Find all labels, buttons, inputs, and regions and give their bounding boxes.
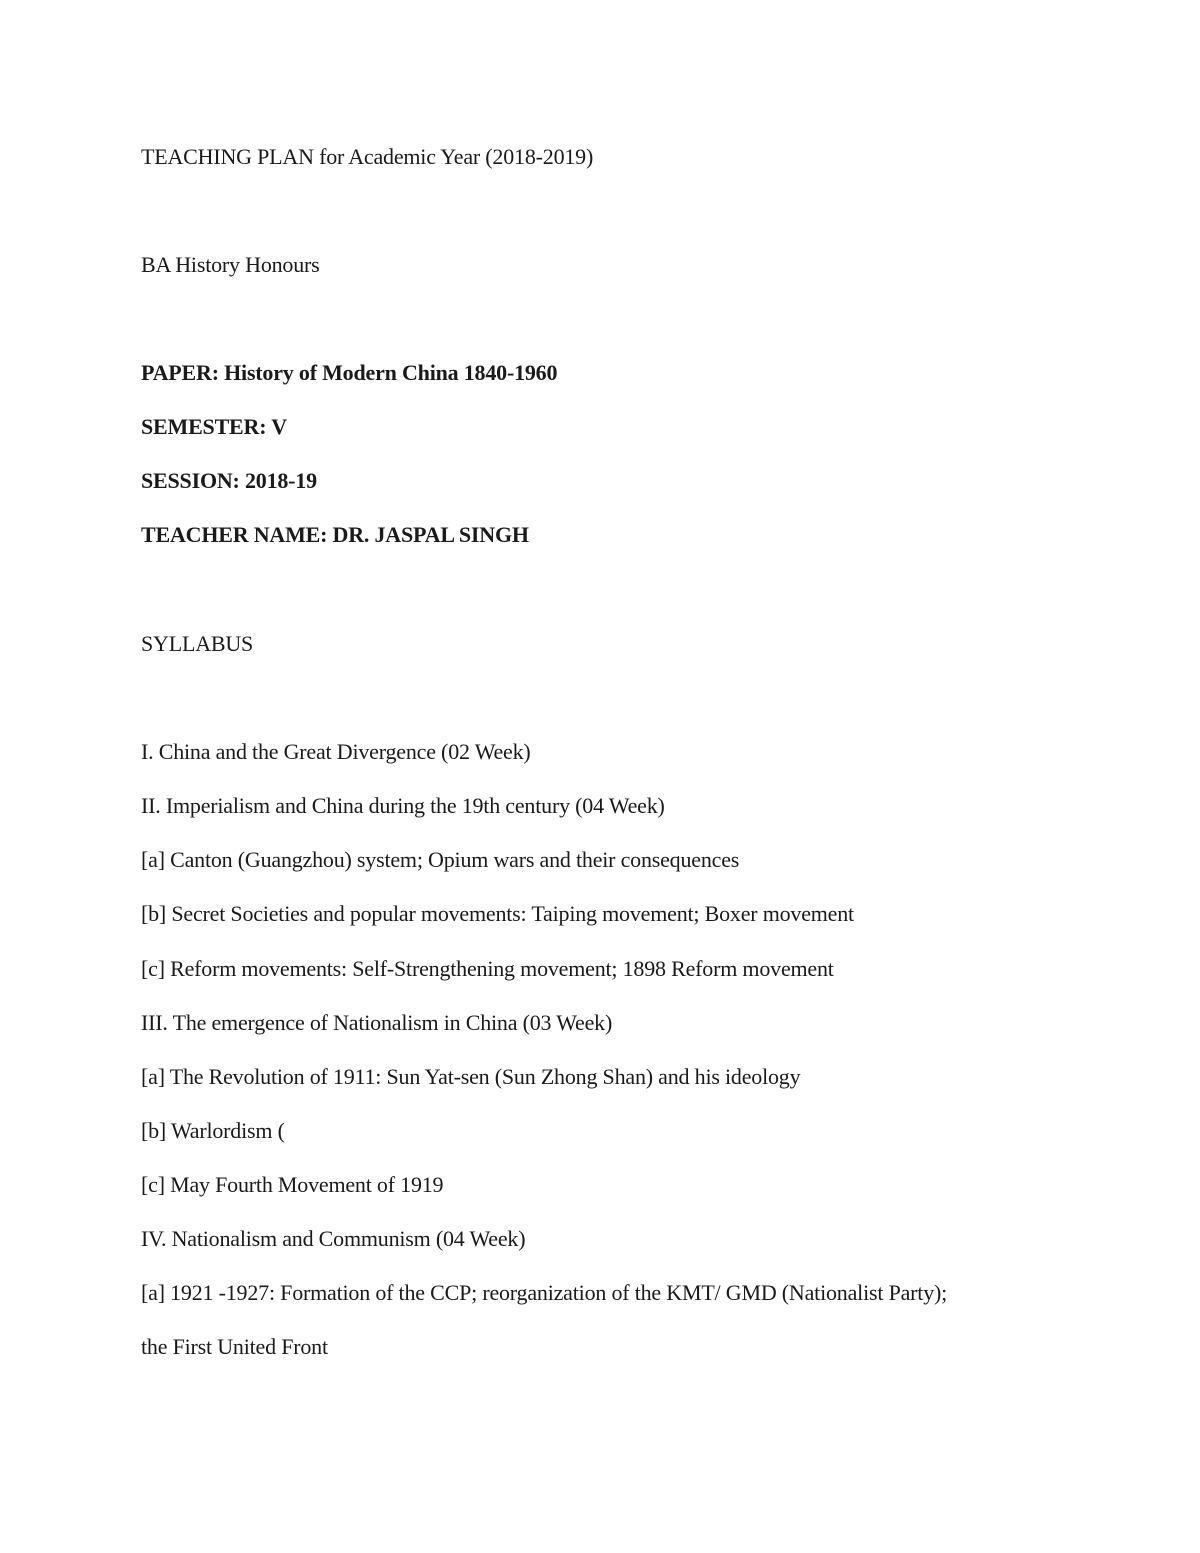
semester-line: SEMESTER: V — [141, 414, 287, 439]
syllabus-item-2b: [b] Secret Societies and popular movements: Taiping movement; Boxer movement — [141, 901, 854, 926]
syllabus-unit-3: III. The emergence of Nationalism in China (03 Week) — [141, 1010, 613, 1035]
program-name: BA History Honours — [141, 252, 320, 277]
syllabus-item-3a: [a] The Revolution of 1911: Sun Yat-sen (Sun Zhong Shan) and his ideology — [141, 1064, 801, 1089]
syllabus-item-3c: [c] May Fourth Movement of 1919 — [141, 1172, 444, 1197]
syllabus-item-2a: [a] Canton (Guangzhou) system; Opium wars and their consequences — [141, 847, 740, 872]
syllabus-unit-2: II. Imperialism and China during the 19th century (04 Week) — [141, 793, 665, 818]
document-title: TEACHING PLAN for Academic Year (2018-2019) — [141, 144, 594, 169]
paper-line: PAPER: History of Modern China 1840-1960 — [141, 360, 558, 385]
teacher-name-line: TEACHER NAME: DR. JASPAL SINGH — [141, 522, 529, 547]
syllabus-item-2c: [c] Reform movements: Self-Strengthening movement; 1898 Reform movement — [141, 956, 834, 981]
session-line: SESSION: 2018-19 — [141, 468, 317, 493]
syllabus-item-3b: [b] Warlordism ( — [141, 1118, 285, 1143]
syllabus-heading: SYLLABUS — [141, 631, 254, 656]
syllabus-unit-1: I. China and the Great Divergence (02 Week) — [141, 739, 531, 764]
syllabus-item-4a-continued: the First United Front — [141, 1334, 328, 1359]
syllabus-unit-4: IV. Nationalism and Communism (04 Week) — [141, 1226, 526, 1251]
syllabus-item-4a: [a] 1921 -1927: Formation of the CCP; reorganization of the KMT/ GMD (Nationalist Party); — [141, 1280, 948, 1305]
